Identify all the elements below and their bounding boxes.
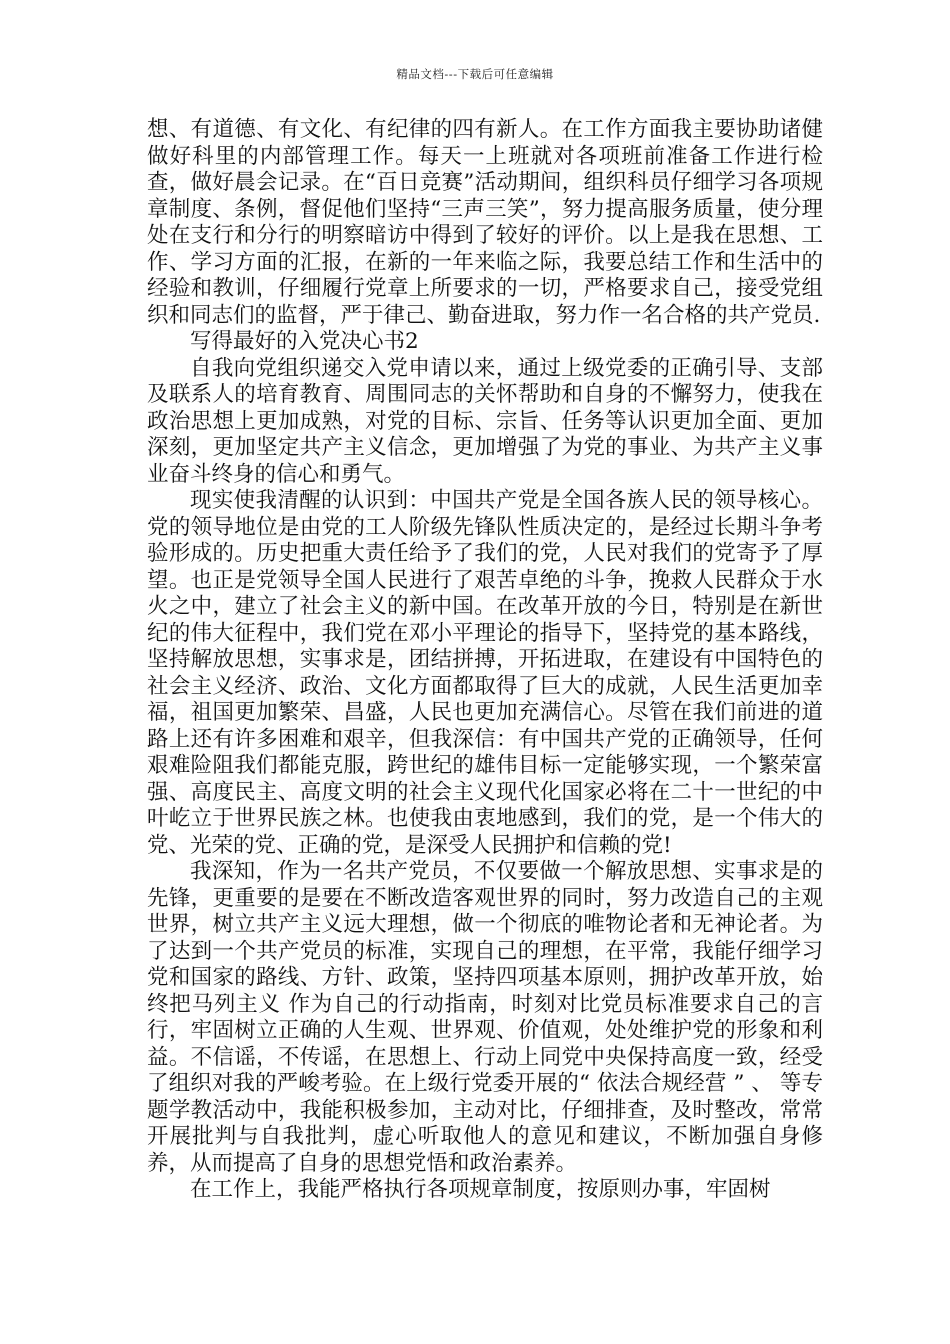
paragraph: 想、有道德、有文化、有纪律的四有新人。在工作方面我主要协助诸健做好科里的内部管理工作。每天一上班就对各项班前准备工作进行检查，做好晨会记录。在“百日竞赛”活动期间，组织科员仔细学习各项规章制度、条例，督促他们坚持“三声三笑”，努力提高服务质量，使分理处在支行和分行的明察暗访中得到了较好的评价。以上是我在思想、工作、学习方面的汇报，在新的一年来临之际，我要总结工作和生活中的经验和教训，仔细履行党章上所要求的一切，严格要求自己，接受党组织和同志们的监督，严于律己、勤奋进取，努力作一名合格的共产党员. — [147, 117, 823, 328]
paragraph: 自我向党组织递交入党申请以来，通过上级党委的正确引导、支部及联系人的培育教育、周围同志的关怀帮助和自身的不懈努力，使我在政治思想上更加成熟，对党的目标、宗旨、任务等认识更加全面、更加深刻，更加坚定共产主义信念，更加增强了为党的事业、为共产主义事业奋斗终身的信心和勇气。 — [147, 355, 823, 487]
page-header: 精品文档---下载后可任意编辑 — [396, 67, 554, 81]
section-heading: 写得最好的入党决心书2 — [190, 329, 419, 354]
paragraph: 现实使我清醒的认识到：中国共产党是全国各族人民的领导核心。党的领导地位是由党的工人阶级先锋队性质决定的，是经过长期斗争考验形成的。历史把重大责任给予了我们的党，人民对我们的党寄予了厚望。也正是党领导全国人民进行了艰苦卓绝的斗争，挽救人民群众于水火之中，建立了社会主义的新中国。在改革开放的今日，特别是在新世纪的伟大征程中，我们党在邓小平理论的指导下，坚持党的基本路线，坚持解放思想，实事求是，团结拼搏，开拓进取，在建设有中国特色的社会主义经济、政治、文化方面都取得了巨大的成就，人民生活更加幸福，祖国更加繁荣、昌盛，人民也更加充满信心。尽管在我们前进的道路上还有许多困难和艰辛，但我深信：有中国共产党的正确领导，任何艰难险阻我们都能克服，跨世纪的雄伟目标一定能够实现，一个繁荣富强、高度民主、高度文明的社会主义现代化国家必将在二十一世纪的中叶屹立于世界民族之林。也使我由衷地感到，我们的党，是一个伟大的党、光荣的党、正确的党，是深受人民拥护和信赖的党! — [147, 488, 823, 858]
paragraph: 在工作上，我能严格执行各项规章制度，按原则办事，牢固树 — [190, 1177, 771, 1202]
paragraph: 我深知，作为一名共产党员，不仅要做一个解放思想、实事求是的先锋，更重要的是要在不断改造客观世界的同时，努力改造自己的主观世界，树立共产主义远大理想，做一个彻底的唯物论者和无神论者。为了达到一个共产党员的标准，实现自己的理想，在平常，我能仔细学习党和国家的路线、方针、政策，坚持四项基本原则，拥护改革开放，始终把马列主义 作为自己的行动指南，时刻对比党员标准要求自己的言行，牢固树立正确的人生观、世界观、价值观，处处维护党的形象和利益。不信谣，不传谣，在思想上、行动上同党中央保持高度一致，经受了组织对我的严峻考验。在上级行党委开展的“ 依法合规经营 ” 、 等专题学教活动中，我能积极参加，主动对比，仔细排查，及时整改，常常开展批判与自我批判，虚心听取他人的意见和建议，不断加强自身修养，从而提高了自身的思想党悟和政治素养。 — [147, 859, 823, 1176]
document-body — [147, 117, 823, 1204]
